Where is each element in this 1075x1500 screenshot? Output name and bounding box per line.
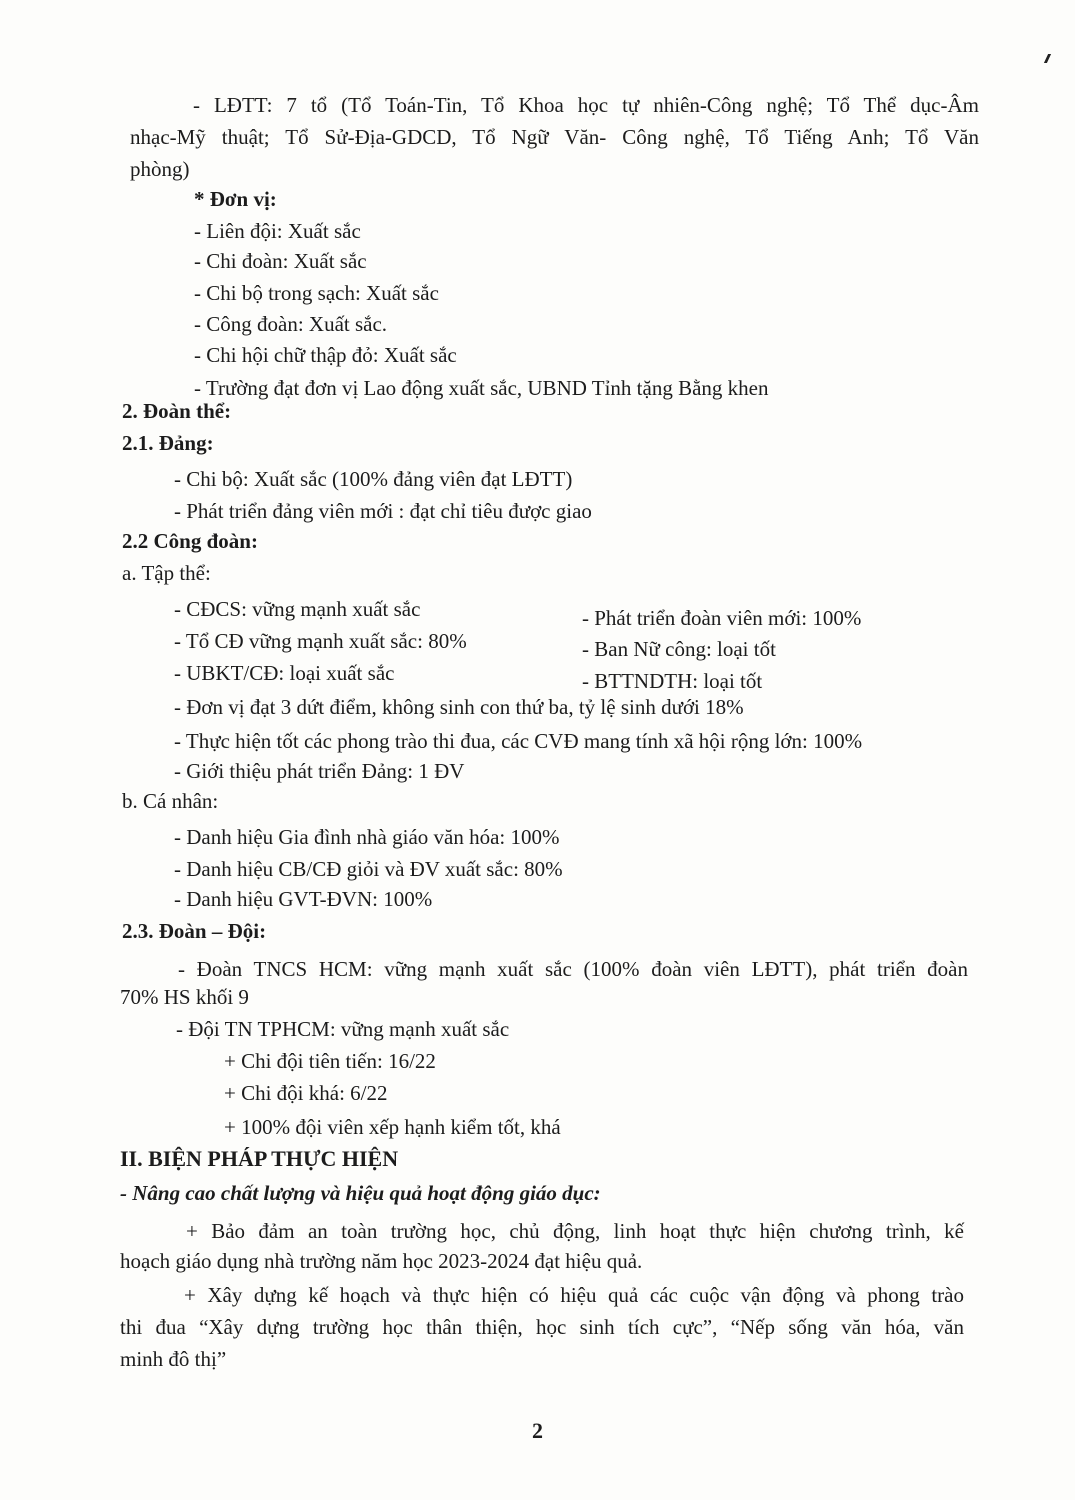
list-item: + Chi đội tiên tiến: 16/22	[224, 1049, 436, 1073]
section-heading: 2.3. Đoàn – Đội:	[122, 919, 267, 943]
text-line: + Bảo đảm an toàn trường học, chủ động, linh hoạt thực hiện chương trình, kế	[186, 1219, 964, 1243]
text-line: nhạc-Mỹ thuật; Tổ Sử-Địa-GDCD, Tổ Ngữ Văn- Công nghệ, Tổ Tiếng Anh; Tổ Văn	[130, 125, 979, 149]
list-item: - Chi bộ: Xuất sắc (100% đảng viên đạt LĐTT)	[174, 467, 573, 491]
subsection-label: a. Tập thể:	[122, 561, 211, 585]
text-line: 70% HS khối 9	[120, 985, 249, 1009]
text-line: - Đoàn TNCS HCM: vững mạnh xuất sắc (100% đoàn viên LĐTT), phát triển đoàn	[178, 957, 968, 981]
text-line: hoạch giáo dụng nhà trường năm học 2023-2024 đạt hiệu quả.	[120, 1249, 643, 1273]
list-item: - Thực hiện tốt các phong trào thi đua, các CVĐ mang tính xã hội rộng lớn: 100%	[174, 729, 863, 753]
section-heading: 2. Đoàn thể:	[122, 399, 232, 423]
section-heading: II. BIỆN PHÁP THỰC HIỆN	[120, 1146, 399, 1171]
subsection-label: b. Cá nhân:	[122, 789, 219, 813]
list-item: - CĐCS: vững mạnh xuất sắc	[174, 597, 421, 621]
list-item: - Liên đội: Xuất sắc	[194, 219, 361, 243]
section-heading: * Đơn vị:	[194, 187, 277, 211]
text-line: minh đô thị”	[120, 1347, 227, 1371]
list-item: - Giới thiệu phát triển Đảng: 1 ĐV	[174, 759, 465, 783]
list-item: - Chi bộ trong sạch: Xuất sắc	[194, 281, 439, 305]
page-number: 2	[532, 1418, 543, 1443]
list-item: - Đơn vị đạt 3 dứt điểm, không sinh con thứ ba, tỷ lệ sinh dưới 18%	[174, 695, 744, 719]
scan-mark	[1044, 54, 1057, 63]
list-item: - Chi đoàn: Xuất sắc	[194, 249, 367, 273]
list-item: - Công đoàn: Xuất sắc.	[194, 312, 388, 336]
text-line: thi đua “Xây dựng trường học thân thiện, học sinh tích cực”, “Nếp sống văn hóa, văn	[120, 1315, 964, 1339]
list-item: - Tổ CĐ vững mạnh xuất sắc: 80%	[174, 629, 467, 653]
list-item: - Đội TN TPHCM: vững mạnh xuất sắc	[176, 1017, 510, 1041]
list-item: - Danh hiệu CB/CĐ giỏi và ĐV xuất sắc: 80%	[174, 857, 563, 881]
section-heading: 2.1. Đảng:	[122, 431, 214, 455]
text-line: - LĐTT: 7 tổ (Tổ Toán-Tin, Tổ Khoa học tự nhiên-Công nghệ; Tổ Thể dục-Âm	[193, 93, 979, 117]
list-item: - Phát triển đảng viên mới : đạt chỉ tiêu được giao	[174, 499, 592, 523]
list-item: - Trường đạt đơn vị Lao động xuất sắc, UBND Tỉnh tặng Bằng khen	[194, 376, 769, 400]
section-heading: 2.2 Công đoàn:	[122, 529, 258, 553]
list-item: - Danh hiệu Gia đình nhà giáo văn hóa: 100%	[174, 825, 560, 849]
list-item: - BTTNDTH: loại tốt	[582, 669, 763, 693]
list-item: + 100% đội viên xếp hạnh kiểm tốt, khá	[224, 1115, 561, 1139]
text-line: phòng)	[130, 157, 190, 181]
list-item: - Phát triển đoàn viên mới: 100%	[582, 606, 862, 630]
list-item: - Danh hiệu GVT-ĐVN: 100%	[174, 887, 433, 911]
list-item: - Ban Nữ công: loại tốt	[582, 637, 776, 661]
text-line: + Xây dựng kế hoạch và thực hiện có hiệu quả các cuộc vận động và phong trào	[184, 1283, 964, 1307]
list-item: - UBKT/CĐ: loại xuất sắc	[174, 661, 395, 685]
list-item: - Chi hội chữ thập đỏ: Xuất sắc	[194, 343, 457, 367]
list-item: + Chi đội khá: 6/22	[224, 1081, 388, 1105]
section-heading: - Nâng cao chất lượng và hiệu quả hoạt động giáo dục:	[120, 1181, 601, 1205]
